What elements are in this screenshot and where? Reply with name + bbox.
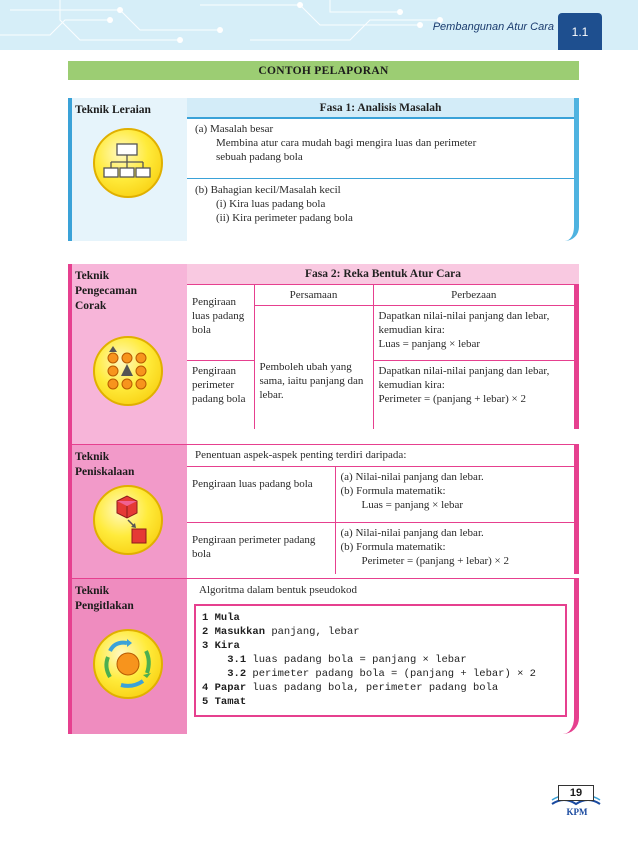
pseudocode-text: perimeter padang bola = (panjang + lebar) × 2 bbox=[246, 668, 536, 680]
pseudocode-keyword: 3.1 bbox=[214, 654, 247, 666]
row1-label: Pengiraan luas padang bola bbox=[187, 467, 335, 522]
column-header-same: Persamaan bbox=[254, 285, 373, 306]
technique-label-line: Pengecaman bbox=[75, 285, 137, 297]
pseudocode-keyword: Mula bbox=[214, 612, 240, 624]
row1-details bbox=[335, 467, 577, 522]
technique-column bbox=[68, 445, 187, 578]
pseudocode-text: panjang, lebar bbox=[265, 626, 360, 638]
line-number: 4 bbox=[202, 682, 215, 694]
technique-label-line: Teknik bbox=[75, 451, 110, 463]
comparison-table bbox=[187, 285, 579, 429]
line-number: 1 bbox=[202, 612, 215, 624]
technique-label-line: Pengitlakan bbox=[75, 600, 134, 612]
page-header bbox=[0, 0, 638, 50]
row2-label: Pengiraan perimeter padang bola bbox=[187, 522, 335, 574]
section-abstraction bbox=[68, 444, 579, 578]
page-number: 19 bbox=[558, 785, 594, 801]
pseudocode-line bbox=[202, 611, 559, 625]
small-problem-i: (i) Kira luas padang bola bbox=[216, 198, 326, 210]
abstraction-icon bbox=[93, 485, 163, 555]
diff-perimeter-cell bbox=[373, 361, 577, 429]
row2-b: (b) Formula matematik: bbox=[340, 540, 446, 553]
row2-details bbox=[335, 522, 577, 574]
big-problem-text-1: Membina atur cara mudah bagi mengira luas dan perimeter bbox=[216, 137, 477, 149]
pseudocode-keyword: 3.2 bbox=[214, 668, 247, 680]
small-problem-label: (b) Bahagian kecil/Masalah kecil bbox=[195, 184, 341, 196]
diff-area-cell bbox=[373, 306, 577, 361]
technique-label-line: Peniskalaan bbox=[75, 466, 135, 478]
pseudocode-line bbox=[202, 639, 559, 653]
technique-label bbox=[75, 450, 134, 480]
pseudocode-text: luas padang bola, perimeter padang bola bbox=[246, 682, 499, 694]
pseudocode-keyword: Papar bbox=[214, 682, 247, 694]
pseudocode-keyword: Masukkan bbox=[214, 626, 266, 638]
report-banner: CONTOH PELAPORAN bbox=[68, 61, 579, 82]
pseudocode-text: luas padang bola = panjang × lebar bbox=[246, 654, 467, 666]
pseudocode-keyword: Kira bbox=[214, 640, 240, 652]
pattern-icon bbox=[93, 336, 163, 406]
algorithm-intro: Algoritma dalam bentuk pseudokod bbox=[199, 584, 357, 596]
row1-formula: Luas = panjang × lebar bbox=[361, 499, 464, 511]
row2-a: (a) Nilai-nilai panjang dan lebar. bbox=[340, 526, 484, 539]
row2-formula: Perimeter = (panjang + lebar) × 2 bbox=[361, 554, 510, 567]
section-pattern-recognition bbox=[68, 264, 579, 444]
phase-title: Fasa 1: Analisis Masalah bbox=[187, 98, 574, 119]
phase-title: Fasa 2: Reka Bentuk Atur Cara bbox=[187, 264, 579, 285]
big-problem-label: (a) Masalah besar bbox=[195, 123, 274, 135]
line-number bbox=[202, 668, 215, 680]
pseudocode-box bbox=[194, 604, 567, 717]
big-problem-text-2: sebuah padang bola bbox=[216, 151, 303, 163]
row1-label: Pengiraan luas padang bola bbox=[187, 285, 254, 361]
similarity-cell: Pemboleh ubah yang sama, iaitu panjang dan lebar. bbox=[254, 306, 373, 429]
technique-column bbox=[68, 579, 187, 734]
pseudocode-line bbox=[202, 625, 559, 639]
technique-label-line: Corak bbox=[75, 300, 107, 312]
technique-label-line: Teknik bbox=[75, 585, 110, 597]
algorithm-panel bbox=[187, 579, 579, 734]
line-number: 5 bbox=[202, 696, 215, 708]
small-problem-ii: (ii) Kira perimeter padang bola bbox=[216, 212, 353, 224]
pseudocode-line bbox=[202, 667, 559, 681]
technique-label bbox=[75, 269, 137, 314]
diff-perimeter-formula: Perimeter = (panjang + lebar) × 2 bbox=[378, 392, 527, 405]
abstraction-panel bbox=[187, 445, 579, 578]
decomposition-icon bbox=[93, 128, 163, 198]
line-number bbox=[202, 654, 215, 666]
analysis-panel bbox=[187, 98, 579, 241]
pseudocode-line bbox=[202, 653, 559, 667]
technique-label bbox=[75, 584, 134, 614]
publisher-logo-text: KPM bbox=[566, 807, 588, 817]
pseudocode-line bbox=[202, 695, 559, 709]
big-problem bbox=[187, 119, 574, 179]
abstraction-table bbox=[187, 467, 579, 574]
section-decomposition bbox=[68, 98, 579, 241]
line-number: 2 bbox=[202, 626, 215, 638]
section-number-tab: 1.1 bbox=[558, 13, 602, 50]
row1-b: (b) Formula matematik: bbox=[340, 485, 446, 497]
generalisation-icon bbox=[93, 629, 163, 699]
technique-column bbox=[68, 98, 187, 241]
row2-label: Pengiraan perimeter padang bola bbox=[187, 361, 254, 429]
technique-label-line: Teknik bbox=[75, 270, 110, 282]
technique-label: Teknik Leraian bbox=[75, 104, 151, 116]
line-number: 3 bbox=[202, 640, 215, 652]
diff-perimeter-text: Dapatkan nilai-nilai panjang dan lebar, kemudian kira: bbox=[378, 364, 550, 391]
abstraction-intro: Penentuan aspek-aspek penting terdiri daripada: bbox=[187, 445, 579, 467]
diff-area-formula: Luas = panjang × lebar bbox=[378, 338, 481, 350]
chapter-title: Pembangunan Atur Cara bbox=[432, 21, 554, 33]
row1-a: (a) Nilai-nilai panjang dan lebar. bbox=[340, 471, 484, 483]
technique-column bbox=[68, 264, 187, 444]
diff-area-text: Dapatkan nilai-nilai panjang dan lebar, kemudian kira: bbox=[378, 310, 550, 336]
column-header-diff: Perbezaan bbox=[373, 285, 577, 306]
section-generalisation bbox=[68, 578, 579, 734]
small-problems bbox=[187, 179, 574, 225]
pseudocode-keyword: Tamat bbox=[214, 696, 247, 708]
pseudocode-line bbox=[202, 681, 559, 695]
design-panel bbox=[187, 264, 579, 444]
